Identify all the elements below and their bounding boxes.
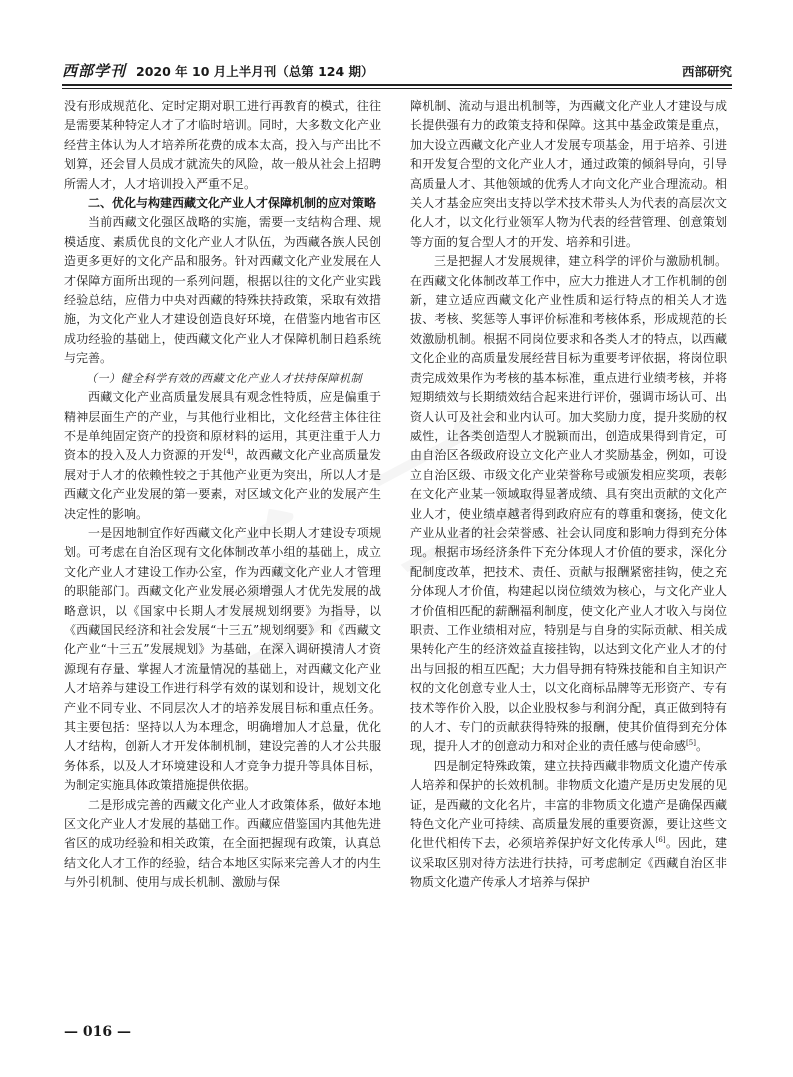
left-column (64, 97, 381, 893)
paragraph-text: （一）健全科学有效的西藏文化产业人才扶持保障机制 (86, 371, 362, 385)
header-rule-thick (62, 84, 732, 86)
paragraph-text: 当前西藏文化强区战略的实施，需要一支结构合理、规模适度、素质优良的文化产业人才队伍，为西藏各族人民创造更多更好的文化产品和服务。针对西藏文化产业发展在人才保障方面所出现的一系列问题，根据以往的文化产业实践经验总结，应借力中央对西藏的特殊扶持政策，采取有效措施，为文化产业人才建设创造良好环境，在借鉴内地省市区成功经验的基础上，使西藏文化产业人才保障机制日趋系统与完善。 (64, 215, 381, 366)
paragraph-text: 四是制定特殊政策，建立扶持西藏非物质文化遗产传承人培养和保护的长效机制。非物质文化遗产是历史发展的见证，是西藏的文化名片，丰富的非物质文化遗产是确保西藏特色文化产业可持续、高质量发展的重要资源，要让这些文化世代相传下去，必须培养保护好文化传承人 (410, 758, 727, 851)
body-paragraph (410, 757, 727, 893)
paragraph-text: 一是因地制宜作好西藏文化产业中长期人才建设专项规划。可考虑在自治区现有文化体制改革小组的基础上，成立文化产业人才建设工作办公室，作为西藏文化产业人才管理的职能部门。西藏文化产业发展必须增强人才优先发展的战略意识，以《国家中长期人才发展规划纲要》为指导，以《西藏国民经济和社会发展“十三五”规划纲要》和《西藏文化产业“十三五”发展规划》为基础，在深入调研摸清人才资源现有存量、掌握人才流量情况的基础上，对西藏文化产业人才培养与建设工作进行科学有效的谋划和设计，规划文化产业不同专业、不同层次人才的培养发展目标和重点任务。其主要包括：坚持以人为本理念，明确增加人才总量，优化人才结构，创新人才开发体制机制，建设完善的人才公共服务体系，以及人才环境建设和人才竞争力提升等具体目标，为制定实施具体政策措施提供依据。 (64, 525, 381, 793)
issue-info: 2020 年 10 月上半月刊（总第 124 期） (136, 64, 374, 79)
header-rule-thin (62, 88, 732, 89)
section-heading (64, 194, 381, 213)
paragraph-text: 障机制、流动与退出机制等，为西藏文化产业人才建设与成长提供强有力的政策支持和保障。这其中基金政策是重点，加大设立西藏文化产业人才发展专项基金，用于培养、引进和开发复合型的文化产业人才，通过政策的倾斜导向，引导高质量人才、其他领域的优秀人才向文化产业合理流动。相关人才基金应突出支持以学术技术带头人为代表的高层次文化人才，以文化行业领军人物为代表的经营管理、创意策划等方面的复合型人才的开发、培养和引进。 (410, 99, 727, 249)
right-column (410, 97, 727, 893)
citation-ref: [6] (655, 836, 666, 845)
paragraph-text: 二是形成完善的西藏文化产业人才政策体系，做好本地区文化产业人才发展的基础工作。西藏应借鉴国内其他先进省区的成功经验和相关政策，在全面把握现有政策，认真总结文化人才工作的经验，结合本地区实际来完善人才的内生与外引机制、使用与成长机制、激励与保 (64, 797, 381, 890)
subsection-heading (64, 369, 381, 388)
page-header (62, 58, 732, 82)
citation-ref: [4] (223, 448, 234, 457)
body-paragraph (64, 388, 381, 524)
section-name: 西部研究 (681, 64, 732, 79)
citation-ref: [5] (686, 739, 696, 748)
paragraph-text-continued: 。因此，建议采取区别对待方法进行扶持，可考虑制定《西藏自治区非物质文化遗产传承人才培养与保护 (410, 836, 727, 890)
paragraph-text-continued: 。 (695, 739, 708, 754)
page-number: — 016 — (64, 1024, 131, 1040)
body-paragraph (64, 524, 381, 796)
paragraph-text: 没有形成规范化、定时定期对职工进行再教育的模式，往往是需要某种特定人才了才临时培训。同时，大多数文化产业经营主体认为人才培养所花费的成本太高，投入与产出比不划算，还会冒人员成才就流失的风险，故一般从社会上招聘所需人才，人才培训投入严重不足。 (64, 99, 381, 191)
body-paragraph (410, 97, 727, 252)
paragraph-text: 西藏文化产业高质量发展具有观念性特质，应是偏重于精神层面生产的产业，与其他行业相比，文化经营主体往往不是单纯固定资产的投资和原材料的运用，其更注重于人力资本的投入及人力资源的开发 (64, 390, 381, 463)
paragraph-text: 二、优化与构建西藏文化产业人才保障机制的应对策略 (88, 196, 377, 211)
body-paragraph (64, 796, 381, 893)
body-paragraph (64, 213, 381, 368)
body-paragraph (64, 97, 381, 194)
paragraph-text-continued: ，故西藏文化产业高质量发展对于人才的依赖性较之于其他产业更为突出，所以人才是西藏文化产业发展的第一要素，对区域文化产业的发展产生决定性的影响。 (64, 448, 381, 521)
paragraph-text: 三是把握人才发展规律，建立科学的评价与激励机制。在西藏文化体制改革工作中，应大力推进人才工作机制的创新，建立适应西藏文化产业性质和运行特点的相关人才选拔、考核、奖惩等人事评价标准和考核体系，形成规范的长效激励机制。根据不同岗位要求和各类人才的特点，以西藏文化企业的高质量发展经营目标为重要考评依据，将岗位职责完成效果作为考核的基本标准，重点进行业绩考核，并将短期绩效与长期绩效结合起来进行评价，强调市场认可、出资人认可及社会和业内认可。加大奖励力度，提升奖励的权威性，让各类创造型人才脱颖而出，创造成果得到肯定，可由自治区各级政府设立文化产业人才奖励基金，例如，可设立自治区级、市级文化产业荣誉称号或颁发相应奖项，表彰在文化产业某一领域取得显著成绩、具有突出贡献的文化产业人才，使业绩卓越者得到政府应有的尊重和褒扬，使文化产业从业者的社会荣誉感、社会认同度和影响力得到充分体现。根据市场经济条件下充分体现人才价值的要求，深化分配制度改革，把技术、责任、贡献与报酬紧密挂钩，使之充分体现人才价值，构建起以岗位绩效为核心，与文化产业人才价值相匹配的薪酬福利制度，使文化产业人才收入与岗位职责、工作业绩相对应，特别是与自身的实际贡献、相关成果转化产生的经济效益直接挂钩，以达到文化产业人才的付出与回报的相互匹配；大力倡导拥有特殊技能和自主知识产权的文化创意专业人士，以文化商标品牌等无形资产、专有技术等作价入股，以企业股权参与利润分配，真正做到特有的人才、专门的贡献获得特殊的报酬，使其价值得到充分体现，提升人才的创意动力和对企业的责任感与使命感 (410, 254, 727, 754)
body-paragraph (410, 252, 727, 757)
journal-logo: 西部学刊 (62, 62, 127, 80)
